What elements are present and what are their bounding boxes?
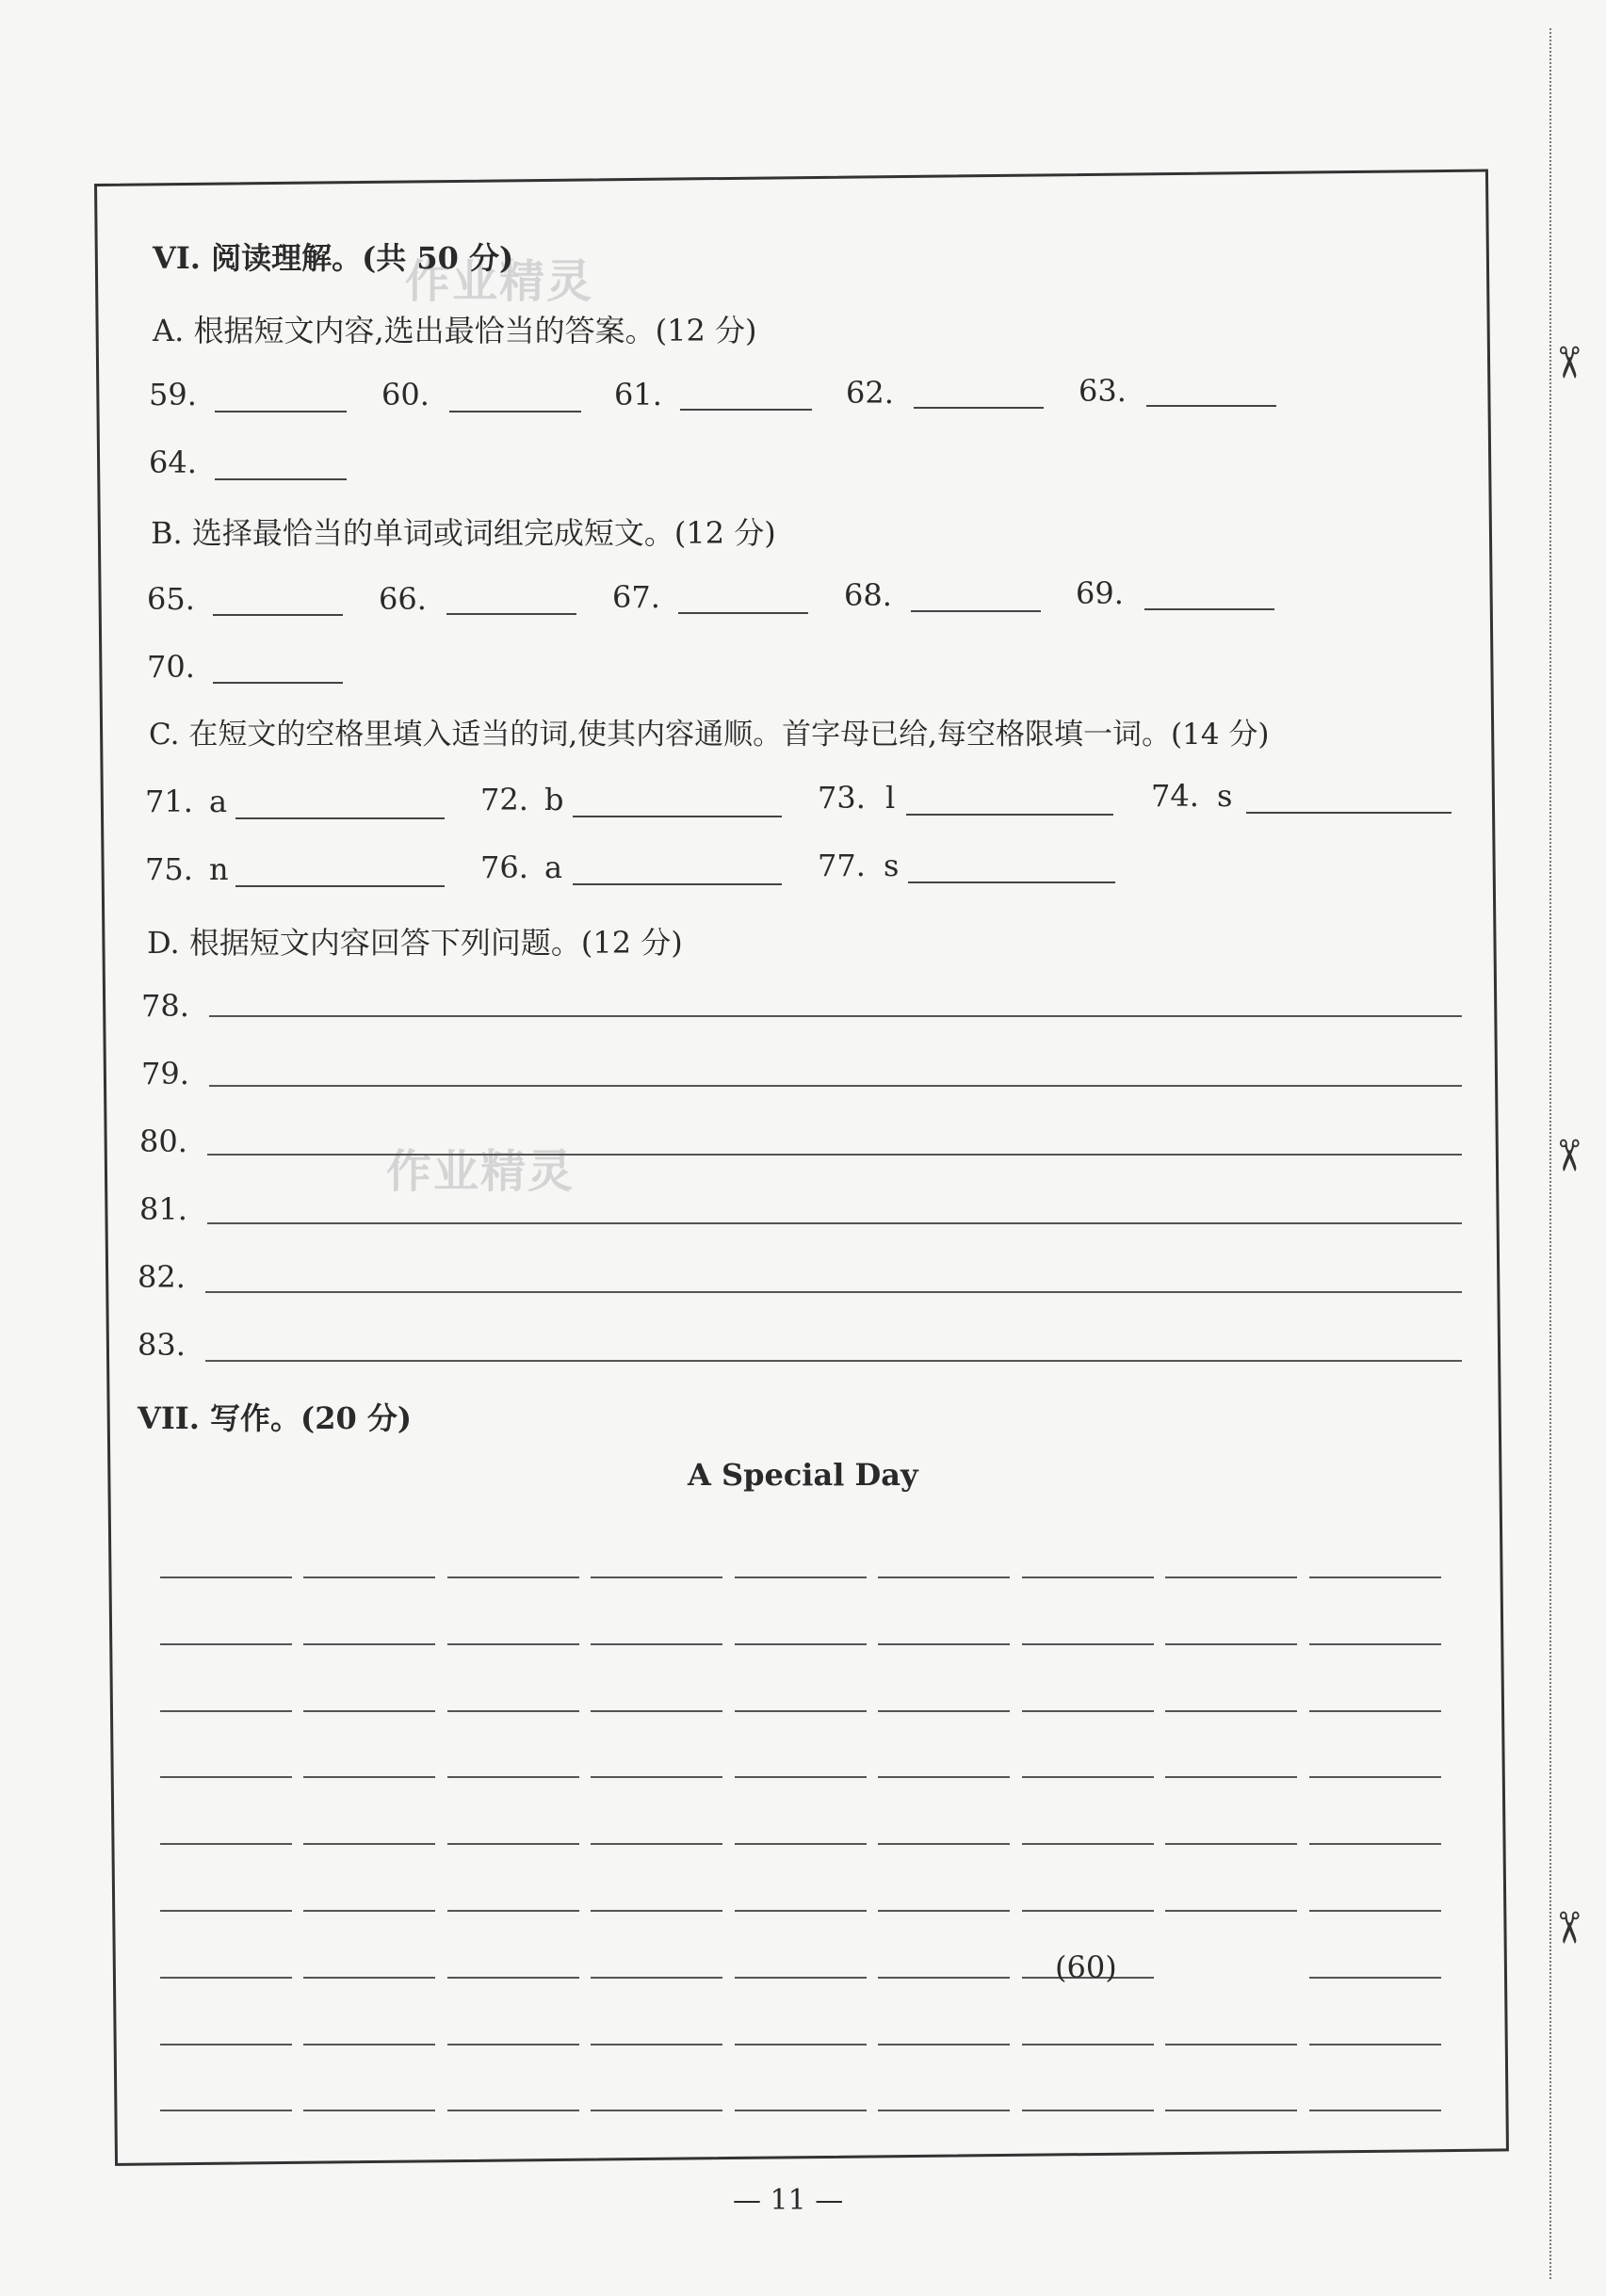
- writing-line-segment[interactable]: [160, 2110, 292, 2111]
- section-6-heading: VI. 阅读理解。(共 50 分): [153, 240, 514, 276]
- writing-line-segment[interactable]: [447, 1643, 579, 1645]
- writing-line-segment[interactable]: [878, 1576, 1010, 1578]
- answer-line[interactable]: [207, 1154, 1462, 1156]
- item-number: 73.: [818, 780, 866, 816]
- answer-line[interactable]: [207, 1222, 1462, 1224]
- initial-letter: a: [209, 784, 228, 819]
- item-number: 65.: [147, 581, 195, 617]
- writing-line-segment[interactable]: [591, 1776, 722, 1778]
- scissors-icon: ✂: [1543, 344, 1595, 381]
- part-b-instruction: B. 选择最恰当的单词或词组完成短文。(12 分): [151, 515, 776, 551]
- writing-line-segment[interactable]: [447, 2044, 579, 2045]
- writing-line-segment[interactable]: [1165, 1576, 1297, 1578]
- answer-blank[interactable]: [1144, 608, 1274, 610]
- writing-line-segment[interactable]: [1022, 2110, 1154, 2111]
- initial-letter: s: [884, 848, 900, 883]
- answer-blank[interactable]: [908, 881, 1115, 883]
- scissors-icon: ✂: [1543, 1137, 1595, 1174]
- writing-line-segment[interactable]: [160, 1576, 292, 1578]
- essay-title: A Special Day: [688, 1457, 918, 1493]
- item-number: 78.: [141, 988, 189, 1024]
- writing-line-segment[interactable]: [1022, 1843, 1154, 1845]
- scissors-icon: ✂: [1543, 1909, 1595, 1947]
- writing-line-segment[interactable]: [591, 1643, 722, 1645]
- writing-line-segment[interactable]: [1165, 1843, 1297, 1845]
- writing-line-segment[interactable]: [591, 1710, 722, 1712]
- writing-line-segment[interactable]: [160, 1710, 292, 1712]
- item-number: 68.: [844, 577, 892, 613]
- writing-line-segment[interactable]: [1022, 1576, 1154, 1578]
- writing-line-segment[interactable]: [1309, 2044, 1441, 2045]
- answer-blank[interactable]: [906, 814, 1113, 816]
- writing-line-segment[interactable]: [1165, 1910, 1297, 1912]
- answer-line[interactable]: [205, 1291, 1462, 1293]
- item-number: 80.: [139, 1124, 187, 1159]
- item-number: 75.: [145, 851, 193, 887]
- answer-blank[interactable]: [449, 411, 581, 412]
- writing-line-segment[interactable]: [878, 2110, 1010, 2111]
- writing-line-segment[interactable]: [735, 1977, 867, 1979]
- answer-blank[interactable]: [446, 613, 576, 615]
- item-number: 82.: [138, 1259, 186, 1295]
- writing-line-segment[interactable]: [591, 1843, 722, 1845]
- writing-line-segment[interactable]: [447, 1910, 579, 1912]
- word-count-marker: (60): [1055, 1949, 1117, 1985]
- writing-line-segment[interactable]: [1309, 1643, 1441, 1645]
- writing-line-segment[interactable]: [878, 1776, 1010, 1778]
- answer-blank[interactable]: [215, 478, 347, 480]
- initial-letter: n: [209, 851, 229, 887]
- writing-line-segment[interactable]: [447, 1710, 579, 1712]
- writing-line-segment[interactable]: [1309, 2110, 1441, 2111]
- item-number: 60.: [381, 377, 430, 412]
- item-number: 64.: [149, 445, 197, 480]
- watermark: 作业精灵: [386, 1145, 576, 1198]
- writing-line-segment[interactable]: [591, 2044, 722, 2045]
- writing-line-segment[interactable]: [303, 1710, 435, 1712]
- answer-blank[interactable]: [914, 407, 1044, 409]
- writing-line-segment[interactable]: [1022, 1776, 1154, 1778]
- answer-blank[interactable]: [678, 612, 808, 614]
- answer-blank[interactable]: [573, 883, 782, 885]
- writing-line-segment[interactable]: [735, 1776, 867, 1778]
- item-number: 71.: [145, 784, 193, 819]
- answer-line[interactable]: [209, 1085, 1462, 1087]
- part-d-instruction: D. 根据短文内容回答下列问题。(12 分): [147, 925, 683, 961]
- answer-blank[interactable]: [215, 411, 347, 412]
- item-number: 63.: [1079, 373, 1127, 409]
- writing-line-segment[interactable]: [447, 1776, 579, 1778]
- writing-line-segment[interactable]: [1165, 2110, 1297, 2111]
- writing-line-segment[interactable]: [1022, 1643, 1154, 1645]
- answer-blank[interactable]: [213, 682, 343, 684]
- writing-line-segment[interactable]: [447, 1576, 579, 1578]
- writing-line-segment[interactable]: [1309, 1910, 1441, 1912]
- item-number: 70.: [147, 649, 195, 685]
- item-number: 81.: [139, 1191, 187, 1227]
- item-number: 76.: [480, 849, 528, 885]
- item-number: 66.: [379, 581, 427, 617]
- writing-line-segment[interactable]: [1309, 1843, 1441, 1845]
- writing-line-segment[interactable]: [735, 2044, 867, 2045]
- writing-line-segment[interactable]: [1309, 1576, 1441, 1578]
- answer-blank[interactable]: [680, 409, 812, 411]
- writing-line-segment[interactable]: [303, 1776, 435, 1778]
- writing-line-segment[interactable]: [1165, 1776, 1297, 1778]
- writing-line-segment[interactable]: [303, 1977, 435, 1979]
- answer-blank[interactable]: [573, 816, 782, 817]
- initial-letter: l: [885, 780, 896, 816]
- part-c-instruction: C. 在短文的空格里填入适当的词,使其内容通顺。首字母已给,每空格限填一词。(14 分): [149, 718, 1270, 752]
- answer-blank[interactable]: [213, 614, 343, 616]
- writing-line-segment[interactable]: [447, 1977, 579, 1979]
- writing-line-segment[interactable]: [878, 2044, 1010, 2045]
- answer-line[interactable]: [205, 1360, 1462, 1362]
- answer-blank[interactable]: [1246, 812, 1452, 814]
- answer-blank[interactable]: [1146, 405, 1276, 407]
- item-number: 69.: [1076, 575, 1124, 611]
- answer-blank[interactable]: [235, 817, 445, 819]
- item-number: 62.: [846, 375, 894, 411]
- writing-line-segment[interactable]: [878, 1710, 1010, 1712]
- writing-line-segment[interactable]: [303, 1843, 435, 1845]
- writing-line-segment[interactable]: [735, 1710, 867, 1712]
- writing-line-segment[interactable]: [735, 1643, 867, 1645]
- writing-line-segment[interactable]: [591, 2110, 722, 2111]
- item-number: 83.: [138, 1327, 186, 1363]
- writing-line-segment[interactable]: [160, 1977, 292, 1979]
- writing-line-segment[interactable]: [1165, 1710, 1297, 1712]
- writing-line-segment[interactable]: [160, 2044, 292, 2045]
- initial-letter: a: [544, 849, 563, 885]
- writing-line-segment[interactable]: [303, 1576, 435, 1578]
- section-7-heading: VII. 写作。(20 分): [138, 1400, 413, 1436]
- answer-blank[interactable]: [911, 610, 1041, 612]
- writing-line-segment[interactable]: [735, 2110, 867, 2111]
- writing-line-segment[interactable]: [735, 1910, 867, 1912]
- writing-line-segment[interactable]: [1165, 2044, 1297, 2045]
- watermark: 作业精灵: [405, 255, 594, 308]
- writing-line-segment[interactable]: [160, 1643, 292, 1645]
- writing-line-segment[interactable]: [1022, 2044, 1154, 2045]
- writing-line-segment[interactable]: [1022, 1710, 1154, 1712]
- writing-line-segment[interactable]: [160, 1776, 292, 1778]
- writing-line-segment[interactable]: [1309, 1710, 1441, 1712]
- writing-line-segment[interactable]: [303, 1910, 435, 1912]
- writing-line-segment[interactable]: [878, 1843, 1010, 1845]
- writing-line-segment[interactable]: [591, 1977, 722, 1979]
- writing-line-segment[interactable]: [1165, 1643, 1297, 1645]
- writing-line-segment[interactable]: [303, 2110, 435, 2111]
- writing-line-segment[interactable]: [303, 1643, 435, 1645]
- item-number: 77.: [818, 848, 866, 883]
- answer-frame: [94, 170, 1509, 2166]
- writing-line-segment[interactable]: [1309, 1977, 1441, 1979]
- writing-line-segment[interactable]: [591, 1910, 722, 1912]
- initial-letter: b: [544, 782, 564, 817]
- writing-line-segment[interactable]: [735, 1843, 867, 1845]
- part-a-instruction: A. 根据短文内容,选出最恰当的答案。(12 分): [153, 313, 757, 348]
- page-number: — 11 —: [733, 2184, 844, 2217]
- answer-blank[interactable]: [235, 885, 445, 887]
- writing-line-segment[interactable]: [160, 1843, 292, 1845]
- item-number: 74.: [1151, 778, 1199, 814]
- writing-line-segment[interactable]: [303, 2044, 435, 2045]
- writing-line-segment[interactable]: [878, 1910, 1010, 1912]
- writing-line-segment[interactable]: [1022, 1910, 1154, 1912]
- answer-line[interactable]: [209, 1015, 1462, 1017]
- writing-line-segment[interactable]: [1309, 1776, 1441, 1778]
- item-number: 67.: [612, 579, 660, 615]
- item-number: 79.: [141, 1056, 189, 1091]
- writing-line-segment[interactable]: [878, 1643, 1010, 1645]
- writing-line-segment[interactable]: [160, 1910, 292, 1912]
- item-number: 61.: [614, 377, 662, 412]
- writing-line-segment[interactable]: [735, 1576, 867, 1578]
- writing-line-segment[interactable]: [591, 1576, 722, 1578]
- writing-line-segment[interactable]: [878, 1977, 1010, 1979]
- writing-line-segment[interactable]: [447, 1843, 579, 1845]
- item-number: 59.: [149, 377, 197, 412]
- writing-line-segment[interactable]: [447, 2110, 579, 2111]
- item-number: 72.: [480, 782, 528, 817]
- initial-letter: s: [1217, 778, 1233, 814]
